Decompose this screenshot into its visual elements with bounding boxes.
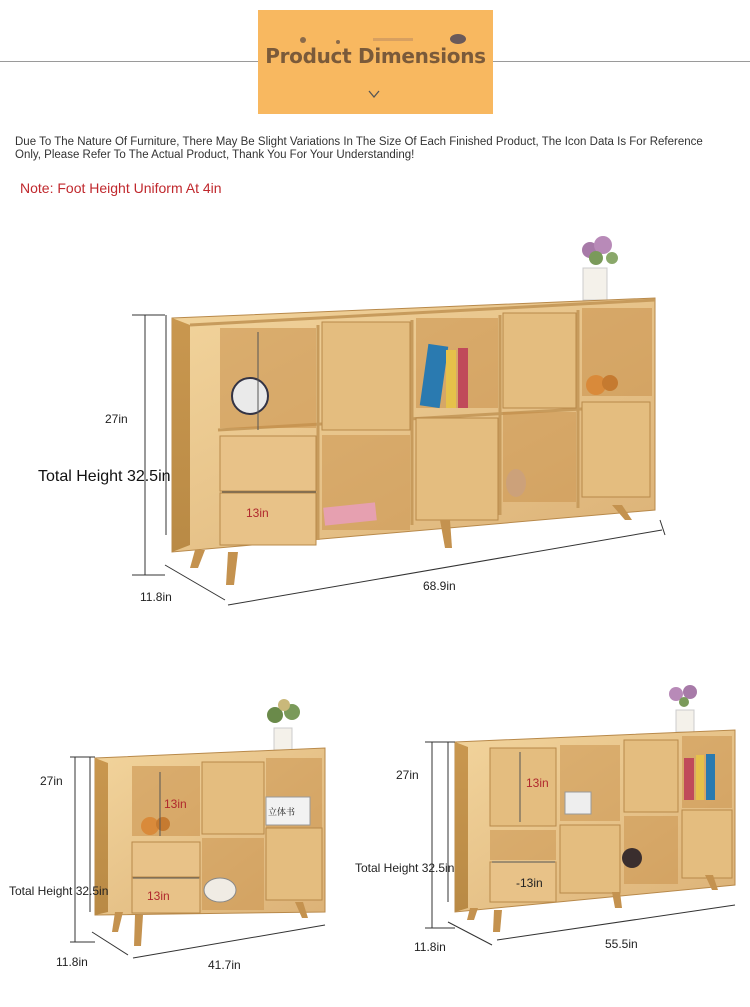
clock-decor [232,378,268,414]
medium-width-label: 55.5in [605,937,638,951]
large-width-label: 68.9in [423,579,456,593]
plant-decor [582,236,618,300]
medium-cabinet-figure [360,680,750,980]
foot-height-note: Note: Foot Height Uniform At 4in [20,180,222,196]
medium-drawer-width-label: -13in [516,876,543,890]
medium-total-height-label: Total Height 32.5in [355,861,455,875]
small-cabinet-figure [0,680,360,990]
small-inner-height-label: 27in [40,774,63,788]
large-drawer-width-label: 13in [246,506,269,520]
small-cube-height-label: 13in [164,797,187,811]
small-drawer-width-label: 13in [147,889,170,903]
plant-decor-small [267,699,300,750]
large-total-height-label: Total Height 32.5in [38,468,171,485]
small-depth-label: 11.8in [56,955,88,969]
large-depth-label: 11.8in [140,590,172,604]
medium-inner-height-label: 27in [396,768,419,782]
medium-cube-height-label: 13in [526,776,549,790]
small-width-label: 41.7in [208,958,241,972]
disclaimer-text: Due To The Nature Of Furniture, There May Be Slight Variations In The Size Of Each Finished Product, The Icon Data Is For Reference Only, Please Refer To The Actual Product, Thank You For Your Understanding! [15,136,703,161]
page-title: Product Dimensions [265,44,486,68]
small-book-label: 立体书 [268,807,296,817]
chevron-down-icon [368,88,380,100]
large-inner-height-label: 27in [105,412,128,426]
small-total-height-label: Total Height 32.5in [9,884,109,898]
medium-depth-label: 11.8in [414,940,446,954]
plant-decor-medium [669,685,697,732]
section-banner [258,10,493,114]
